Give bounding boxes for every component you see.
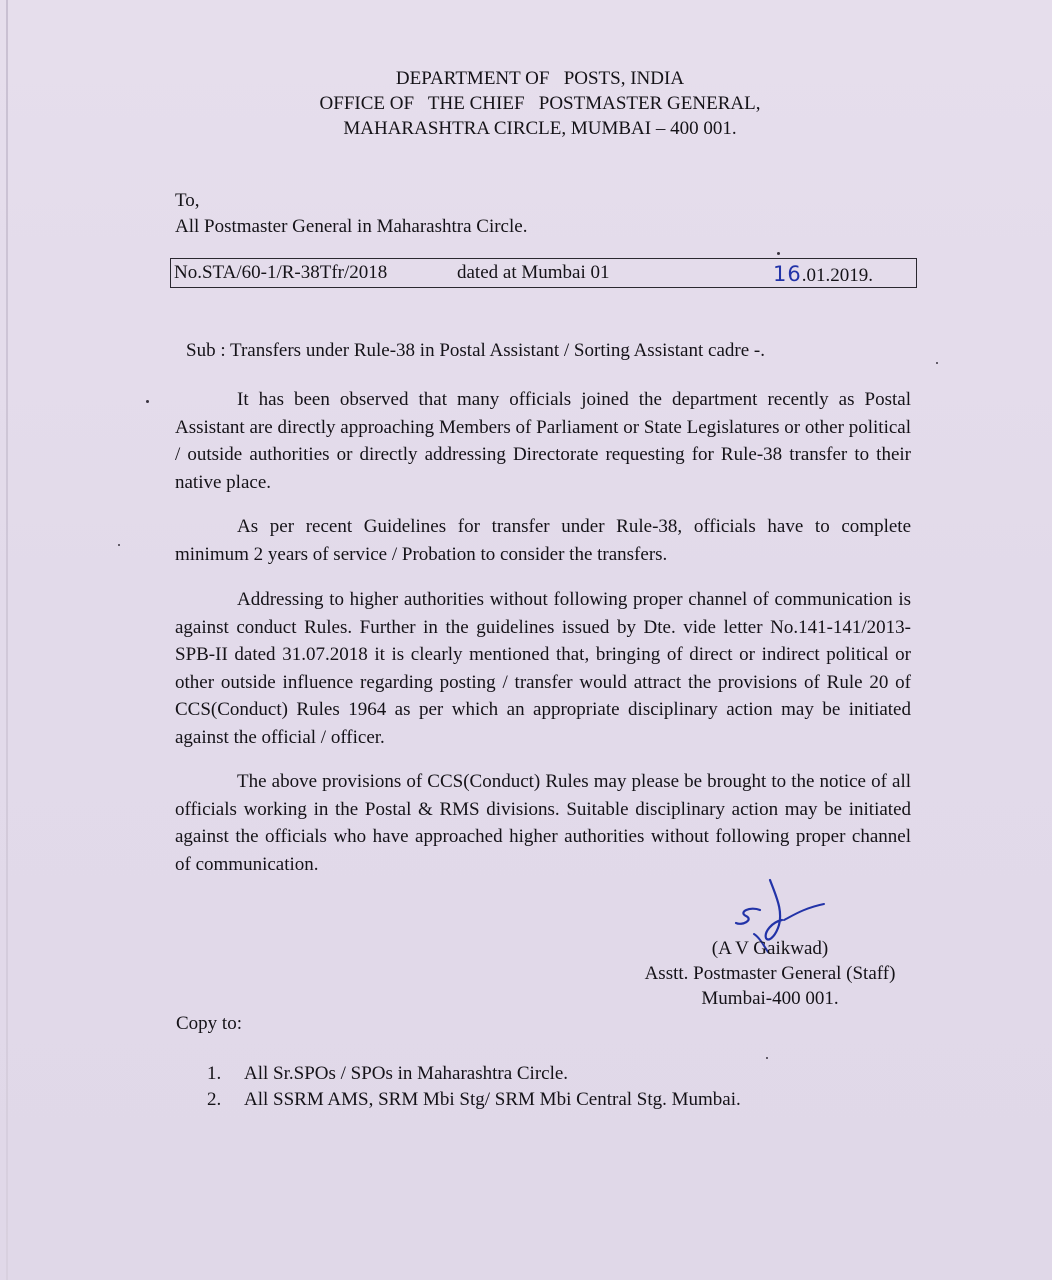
handwritten-day: 16 [773,262,802,286]
signatory-block [620,936,920,1011]
list-item-number: 1. [207,1063,222,1084]
scan-speck [118,544,120,546]
to-label: To, [175,190,200,211]
scan-speck [777,252,780,255]
scan-speck [146,400,149,403]
reference-box [170,258,917,288]
list-item [207,1087,741,1113]
scan-speck [936,362,938,364]
paragraph-3: Addressing to higher authorities without following proper channel of communication is against conduct Rules. Further in the guidelines issued by Dte. vide letter No.141-141/2013-SPB-II dated 31.07.2018 it is clearly mentioned that, bringing of direct or indirect political or other outside influence regarding posting / transfer would attract the provisions of Rule 20 of CCS(Conduct) Rules 1964 as per which an appropriate disciplinary action may be initiated against the official / officer. [175,589,911,748]
letterhead-line-2: OFFICE OF THE CHIEF POSTMASTER GENERAL, [319,93,761,114]
signatory-address: Mumbai-400 001. [701,988,839,1009]
signatory-designation: Asstt. Postmaster General (Staff) [644,963,896,984]
letterhead-line-1: DEPARTMENT OF POSTS, INDIA [395,68,685,89]
reference-dated-at: dated at Mumbai 01 [457,262,610,283]
letterhead-line-3: MAHARASHTRA CIRCLE, MUMBAI – 400 001. [343,118,737,139]
scan-speck [766,1057,768,1059]
list-item [207,1061,741,1087]
paragraph-2: As per recent Guidelines for transfer under Rule-38, officials have to complete minimum 2 years of service / Probation to consider the transfers. [175,516,911,565]
addressee-block [175,188,527,240]
copy-to-label: Copy to: [176,1013,242,1034]
paragraph-1: It has been observed that many officials joined the department recently as Postal Assistant are directly approaching Members of Parliament or State Legislatures or other political / outside authorities or directly addressing Directorate requesting for Rule-38 transfer to their native place. [175,389,911,493]
copy-to-list [207,1061,741,1113]
subject-line: Sub : Transfers under Rule-38 in Postal Assistant / Sorting Assistant cadre -. [186,340,765,361]
list-item-number: 2. [207,1089,222,1110]
letterhead [0,66,1052,141]
signatory-name: (A V Gaikwad) [711,938,829,959]
list-item-text: All Sr.SPOs / SPOs in Maharashtra Circle. [244,1063,569,1084]
reference-number: No.STA/60-1/R-38Tfr/2018 [174,262,388,283]
date-rest: .01.2019. [801,265,873,286]
paragraph-4: The above provisions of CCS(Conduct) Rules may please be brought to the notice of all officials working in the Postal & RMS divisions. Suitable disciplinary action may be initiated against the officials who have approached higher authorities without following proper channel of communication. [175,771,911,875]
recipient: All Postmaster General in Maharashtra Circle. [175,216,528,237]
scan-edge [6,0,8,1280]
list-item-text: All SSRM AMS, SRM Mbi Stg/ SRM Mbi Central Stg. Mumbai. [244,1089,741,1110]
reference-date [773,262,873,287]
